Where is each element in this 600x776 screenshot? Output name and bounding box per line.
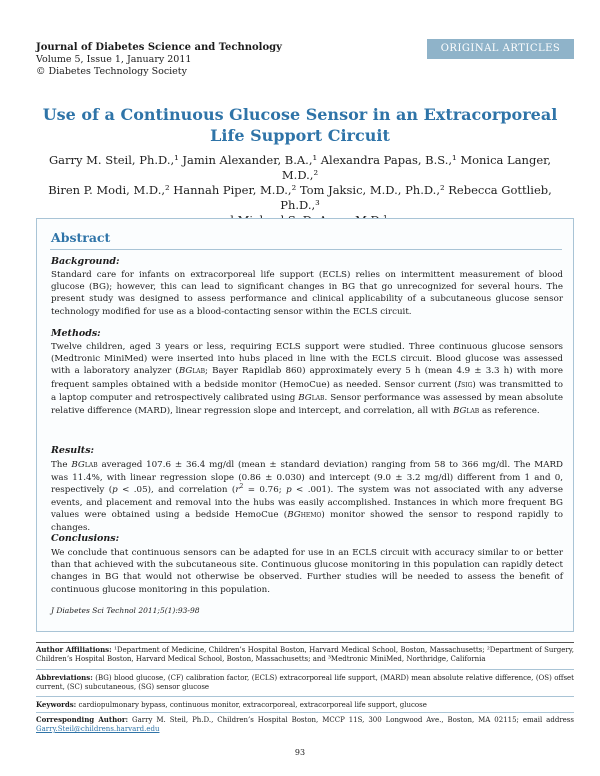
section-badge: ORIGINAL ARTICLES bbox=[427, 39, 574, 59]
article-title bbox=[40, 104, 560, 146]
methods-heading: Methods: bbox=[51, 328, 101, 339]
keywords: Keywords: cardiopulmonary bypass, continuous monitor, extracorporeal, extracorporeal life support, glucose bbox=[36, 700, 427, 709]
title-line-1: Use of a Continuous Glucose Sensor in an Extracorporeal bbox=[42, 105, 558, 124]
affiliations-divider bbox=[36, 669, 574, 670]
results-heading: Results: bbox=[51, 445, 95, 456]
authors-line-2: Biren P. Modi, M.D.,² Hannah Piper, M.D.,² Tom Jaksic, M.D., Ph.D.,² Rebecca Gottlieb, Ph.D.,³ bbox=[48, 183, 552, 212]
abstract-box bbox=[36, 218, 574, 632]
abstract-divider bbox=[50, 249, 562, 250]
footer-divider bbox=[36, 642, 574, 643]
citation: J Diabetes Sci Technol 2011;5(1):93-98 bbox=[51, 606, 200, 615]
conclusions-text: We conclude that continuous sensors can be adapted for use in an ECLS circuit with accuracy similar to or better than that achieved with the subcutaneous site. Continuous glucose monitoring in this population can rapidly detect changes in BG that would not otherwise be observed. Further studies will be needed to assess the benefit of continuous glucose monitoring in this population. bbox=[51, 548, 563, 595]
conclusions-heading: Conclusions: bbox=[51, 533, 120, 544]
corresponding-author: Corresponding Author: Garry M. Steil, Ph.D., Children’s Hospital Boston, MCCP 11S, 300 Longwood Ave., Boston, MA 02115; email address Garry.Steil@childrens.harvard.edu bbox=[36, 715, 574, 733]
abstract-heading: Abstract bbox=[51, 230, 111, 245]
background-heading: Background: bbox=[51, 256, 120, 267]
author-affiliations: Author Affiliations: ¹Department of Medicine, Children’s Hospital Boston, Harvard Medical School, Boston, Massachusetts; ²Department of Surgery, Children’s Hospital Boston, Harvard Medical School, Boston, Massachusetts; and ³Medtronic MiniMed, Northridge, California bbox=[36, 645, 574, 663]
keywords-divider bbox=[36, 712, 574, 713]
background-text: Standard care for infants on extracorporeal life support (ECLS) relies on intermittent measurement of blood glucose (BG); however, this can lead to significant changes in BG that go unrecognized for several hours. The present study was designed to assess performance and clinical applicability of a subcutaneous glucose sensor technology modified for use as a blood-contacting sensor within the ECLS circuit. bbox=[51, 270, 563, 317]
methods-text: Twelve children, aged 3 years or less, requiring ECLS support were studied. Three continuous glucose sensors (Medtronic MiniMed) were inserted into hubs placed in line with the ECLS circuit. Blood glucose was assessed with a laboratory analyzer (BGLAB; Bayer Rapidlab 860) approximately every 5 h (mean 4.9 ± 3.3 h) with more frequent samples obtained with a bedside monitor (HemoCue) as needed. Sensor current (ISIG) was transmitted to a laptop computer and retrospectively calibrated using BGLAB. Sensor performance was assessed by mean absolute relative difference (MARD), linear regression slope and intercept, and correlation, all with BGLAB as reference. bbox=[51, 342, 563, 417]
abbreviations-divider bbox=[36, 696, 574, 697]
journal-name: Journal of Diabetes Science and Technology bbox=[36, 42, 282, 53]
author-list bbox=[40, 153, 560, 228]
abbreviations: Abbreviations: (BG) blood glucose, (CF) calibration factor, (ECLS) extracorporeal life support, (MARD) mean absolute relative difference, (OS) offset current, (SC) subcutaneous, (SG) sensor glucose bbox=[36, 673, 574, 691]
journal-issue: Volume 5, Issue 1, January 2011 bbox=[36, 54, 192, 65]
journal-header bbox=[36, 42, 282, 78]
authors-line-1: Garry M. Steil, Ph.D.,¹ Jamin Alexander, B.A.,¹ Alexandra Papas, B.S.,¹ Monica Langer, M.D.,² bbox=[48, 153, 552, 182]
journal-copyright: © Diabetes Technology Society bbox=[36, 66, 187, 77]
title-line-2: Life Support Circuit bbox=[210, 126, 390, 145]
email-link[interactable]: Garry.Steil@childrens.harvard.edu bbox=[36, 725, 160, 733]
results-text: The BGLAB averaged 107.6 ± 36.4 mg/dl (mean ± standard deviation) ranging from 58 to 366 mg/dl. The MARD was 11.4%, with linear regression slope (0.86 ± 0.030) and intercept (9.0 ± 3.2 mg/dl) different from 1 and 0, respectively (p < .05), and correlation ($r^2 = 0.76$; p < .001). The system was not associated with any adverse events, and placement and removal into the hubs was easily accomplished. Instances in which more frequent BG values were obtained using a bedside HemoCue (BGHEMO) monitor showed the sensor to respond rapidly to changes. bbox=[51, 460, 563, 534]
page-number: 93 bbox=[294, 748, 306, 757]
